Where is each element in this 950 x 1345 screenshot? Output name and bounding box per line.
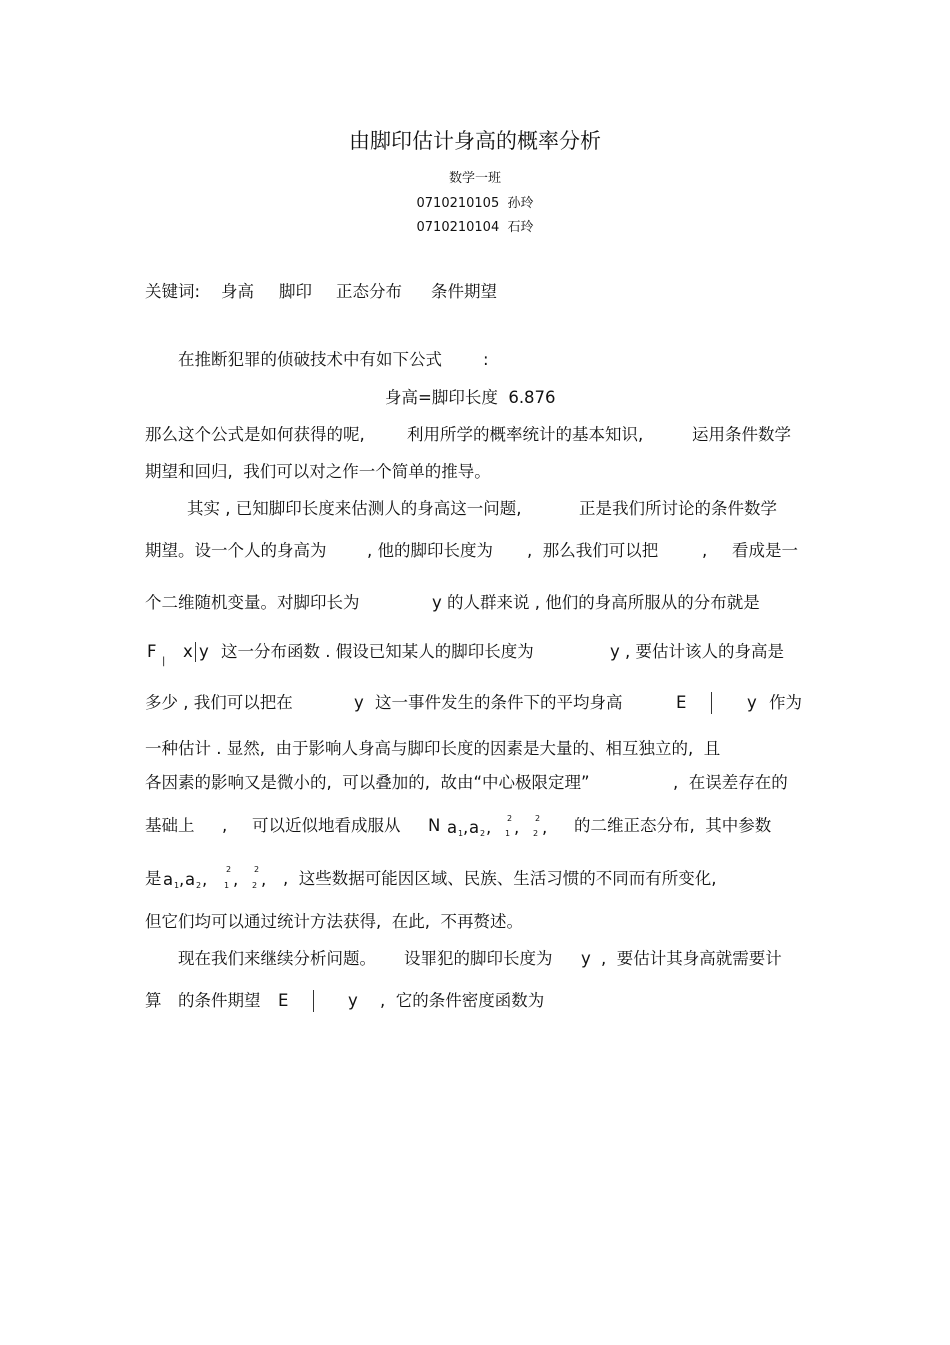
- body-text: ,: [222, 816, 228, 835]
- body-text: y 的人群来说 , 他们的身高所服从的分布就是: [432, 593, 760, 612]
- body-text: 运用条件数学: [692, 425, 791, 444]
- math-symbol: x: [183, 642, 193, 661]
- keywords-label: 关键词:: [145, 282, 201, 301]
- math-symbol: ,: [233, 870, 239, 889]
- math-symbol: a: [447, 818, 458, 837]
- math-symbol: y: [354, 693, 364, 712]
- body-text: 利用所学的概率统计的基本知识,: [407, 425, 644, 444]
- body-text: 各因素的影响又是微小的, 可以叠加的, 故由“中心极限定理”: [145, 773, 590, 792]
- body-text: 算: [145, 991, 162, 1010]
- math-superscript: 2: [507, 814, 513, 823]
- author-student-1: 0710210105 孙玲: [416, 196, 534, 211]
- body-text: 那么这个公式是如何获得的呢,: [145, 425, 365, 444]
- math-symbol: ,: [463, 818, 469, 837]
- paper-title: 由脚印估计身高的概率分析: [349, 129, 601, 153]
- math-subscript: 2: [533, 829, 539, 838]
- math-subscript: |: [162, 656, 166, 667]
- body-text: 作为: [769, 693, 802, 712]
- body-text: 期望和回归, 我们可以对之作一个简单的推导。: [145, 462, 491, 481]
- math-symbol: a: [163, 870, 174, 889]
- math-subscript: 1: [458, 829, 464, 838]
- keyword-item: 条件期望: [431, 282, 497, 301]
- body-text: :: [483, 350, 489, 369]
- math-symbol: y: [348, 991, 358, 1010]
- math-symbol: ,: [179, 870, 185, 889]
- body-text: y , 要估计该人的身高是: [610, 642, 784, 661]
- formula: 身高=脚印长度 6.876: [385, 388, 556, 407]
- body-text: 的二维正态分布, 其中参数: [574, 816, 772, 835]
- condition-bar: [195, 642, 196, 662]
- body-text: 是: [145, 869, 162, 888]
- math-superscript: 2: [254, 865, 260, 874]
- math-symbol: E: [676, 693, 687, 712]
- math-symbol: ,: [261, 870, 267, 889]
- math-symbol: a: [185, 870, 196, 889]
- math-superscript: 2: [535, 814, 541, 823]
- math-subscript: 1: [224, 881, 230, 890]
- body-text: 但它们均可以通过统计方法获得, 在此, 不再赘述。: [145, 912, 523, 931]
- body-text: 正是我们所讨论的条件数学: [579, 499, 777, 518]
- body-text: , 他的脚印长度为: [367, 541, 493, 560]
- math-symbol: E: [278, 991, 289, 1010]
- body-text: 现在我们来继续分析问题。: [178, 949, 376, 968]
- math-symbol: y: [199, 642, 209, 661]
- body-text: , 在误差存在的: [673, 773, 788, 792]
- body-text: 可以近似地看成服从: [252, 816, 401, 835]
- body-text: 在推断犯罪的侦破技术中有如下公式: [178, 350, 442, 369]
- math-subscript: 2: [196, 881, 202, 890]
- math-symbol: F: [147, 642, 157, 661]
- body-text: , 这些数据可能因区域、民族、生活习惯的不同而有所变化,: [283, 869, 717, 888]
- math-symbol: ,: [542, 818, 548, 837]
- math-symbol: y: [581, 949, 591, 968]
- body-text: ,: [702, 541, 708, 560]
- author-class: 数学一班: [448, 171, 501, 186]
- body-text: 其实 , 已知脚印长度来估测人的身高这一问题,: [187, 499, 522, 518]
- math-symbol: y: [747, 693, 757, 712]
- body-text: , 要估计其身高就需要计: [601, 949, 782, 968]
- body-text: , 那么我们可以把: [527, 541, 659, 560]
- math-subscript: 2: [252, 881, 258, 890]
- math-symbol: N: [428, 816, 441, 835]
- body-text: 的条件期望: [178, 991, 261, 1010]
- body-text: 这一分布函数 . 假设已知某人的脚印长度为: [221, 642, 534, 661]
- body-text: , 它的条件密度函数为: [380, 991, 545, 1010]
- math-symbol: ,: [486, 818, 492, 837]
- condition-bar: [711, 692, 712, 714]
- math-symbol: ,: [202, 870, 208, 889]
- body-text: 这一事件发生的条件下的平均身高: [375, 693, 623, 712]
- body-text: 设罪犯的脚印长度为: [404, 949, 553, 968]
- math-subscript: 1: [174, 881, 180, 890]
- math-symbol: ,: [514, 818, 520, 837]
- condition-bar: [313, 990, 314, 1012]
- keyword-item: 正态分布: [336, 282, 402, 301]
- math-symbol: a: [469, 818, 480, 837]
- math-subscript: 1: [505, 829, 511, 838]
- body-text: 基础上: [145, 816, 195, 835]
- body-text: 期望。设一个人的身高为: [145, 541, 327, 560]
- body-text: 多少 , 我们可以把在: [145, 693, 293, 712]
- author-student-2: 0710210104 石玲: [416, 220, 534, 235]
- body-text: 看成是一: [732, 541, 798, 560]
- keyword-item: 身高: [221, 282, 254, 301]
- math-superscript: 2: [226, 865, 232, 874]
- keyword-item: 脚印: [279, 282, 312, 301]
- body-text: 个二维随机变量。对脚印长为: [145, 593, 360, 612]
- body-text: 一种估计 . 显然, 由于影响人身高与脚印长度的因素是大量的、相互独立的, 且: [145, 739, 721, 758]
- math-subscript: 2: [480, 829, 486, 838]
